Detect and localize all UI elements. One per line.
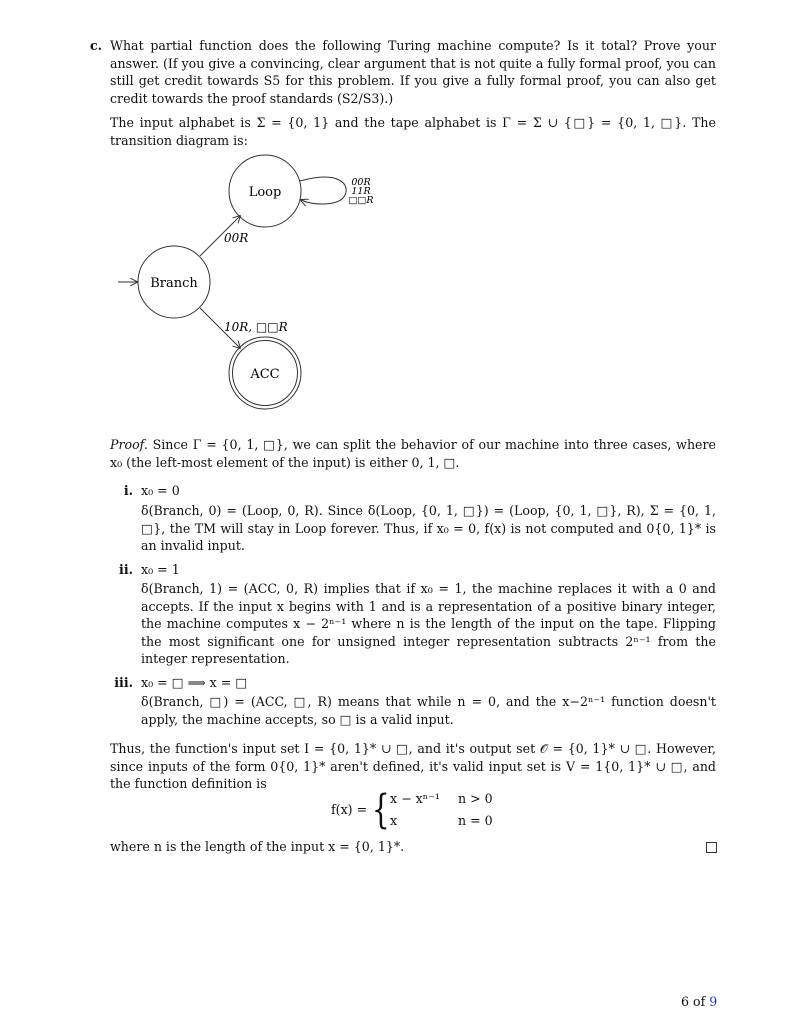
state-branch-label: Branch (150, 276, 198, 291)
formula-row2-expr: x (390, 813, 398, 828)
formula-brace: { (371, 787, 390, 833)
case-ii-label: ii. (119, 562, 133, 577)
loop-self-label-3: □□R (348, 195, 374, 206)
question-label: c. (90, 38, 103, 53)
formula-lhs: f(x) = (331, 802, 368, 817)
proof-intro-text: Since Γ = {0, 1, □}, we can split the behavior of our machine into three cases, where x₀ (the left-most element of the input) is either 0, 1, □. (110, 437, 716, 470)
state-acc-label: ACC (250, 367, 280, 382)
transition-diagram (0, 0, 791, 430)
proof-intro (110, 436, 716, 471)
formula-row1-expr: x − xⁿ⁻¹ (390, 791, 440, 806)
loop-self-label-1: 00R (351, 177, 371, 188)
qed-box-icon (706, 842, 717, 853)
branch-to-acc-label: 10R, □□R (224, 320, 288, 334)
loop-self-arrow (300, 177, 346, 204)
case-ii-head: x₀ = 1 (141, 562, 180, 577)
case-iii-body: δ(Branch, □) = (ACC, □, R) means that while n = 0, and the x−2ⁿ⁻¹ function doesn't apply, the machine accepts, so □ is a valid input. (141, 694, 716, 727)
case-i-body: δ(Branch, 0) = (Loop, 0, R). Since δ(Loop, {0, 1, □}) = (Loop, {0, 1, □}, R), Σ = {0, 1, □}, the TM will stay in Loop forever. Thus, if x₀ = 0, f(x) is not computed and 0{0, 1}* is an invalid input. (141, 503, 716, 553)
question-text: What partial function does the following Turing machine compute? Is it total? Prove your answer. (If you give a convincing, clear argument that is not quite a fully formal proof, you can still get credit towards S5 for this problem. If you give a fully formal proof, you can also get credit towards the proof standards (S2/S3).) (110, 38, 716, 106)
conclusion-text: Thus, the function's input set I = {0, 1}* ∪ □, and it's output set 𝒪 = {0, 1}* ∪ □. However, since inputs of the form 0{0, 1}* aren't defined, it's valid input set is V = 1{0, 1}* ∪ □, and the function definition is (110, 741, 716, 791)
loop-self-label-2: 11R (351, 186, 371, 197)
case-i-head: x₀ = 0 (141, 483, 180, 498)
page-current: 6 (681, 994, 690, 1009)
closing-text: where n is the length of the input x = {0, 1}*. (110, 839, 405, 854)
case-i-label: i. (123, 483, 133, 498)
branch-to-loop-label: 00R (224, 231, 249, 245)
proof-lead: Proof. (110, 437, 148, 452)
formula-row2-cond: n = 0 (458, 813, 493, 828)
page-of: of (693, 994, 706, 1009)
case-iii-label: iii. (114, 675, 133, 690)
state-loop-label: Loop (248, 185, 282, 200)
page-number (681, 994, 717, 1009)
formula-row1-cond: n > 0 (458, 791, 493, 806)
alphabet-text: The input alphabet is Σ = {0, 1} and the tape alphabet is Γ = Σ ∪ {□} = {0, 1, □}. The transition diagram is: (110, 115, 716, 148)
page-total-link[interactable]: 9 (709, 994, 718, 1009)
case-ii-body: δ(Branch, 1) = (ACC, 0, R) implies that if x₀ = 1, the machine replaces it with a 0 and accepts. If the input x begins with 1 and is a representation of a positive binary integer, the machine computes x − 2ⁿ⁻¹ where n is the length of the input on the tape. Flipping the most significant one for unsigned integer representation subtracts 2ⁿ⁻¹ from the integer representation. (141, 581, 716, 666)
case-iii-head: x₀ = □ ⟹ x = □ (141, 675, 248, 690)
